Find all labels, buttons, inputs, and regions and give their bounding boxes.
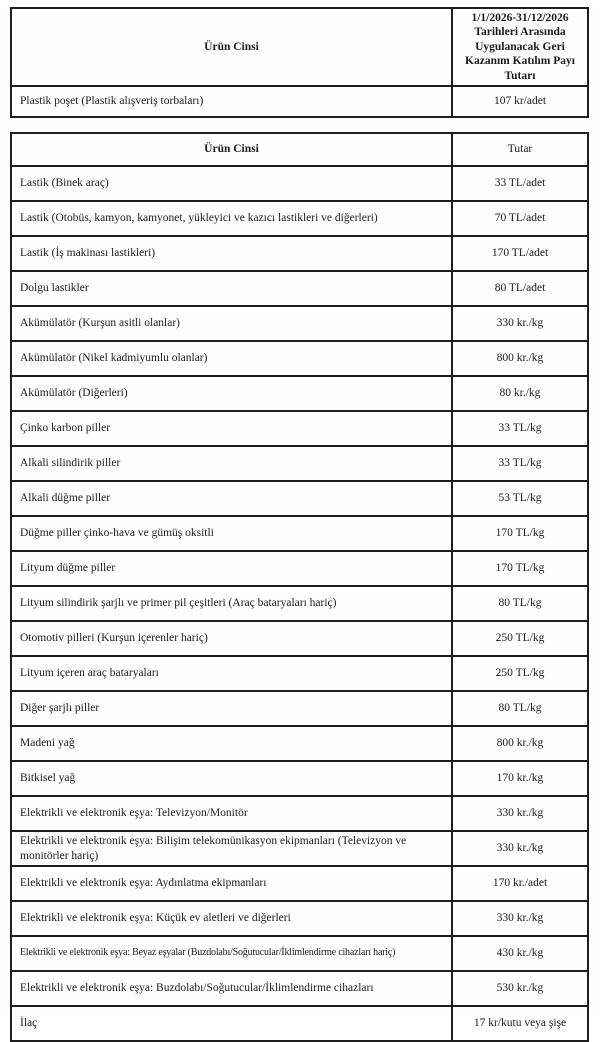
amount-cell: 107 kr/adet xyxy=(452,86,588,117)
product-cell: Plastik poşet (Plastik alışveriş torbaları) xyxy=(11,86,452,117)
amount-column-header: Tutar xyxy=(452,133,588,166)
product-cell: Otomotiv pilleri (Kurşun içerenler hariç) xyxy=(11,621,452,656)
table-row xyxy=(11,796,588,831)
amount-cell: 170 kr./kg xyxy=(452,761,588,796)
product-cell: Lastik (İş makinası lastikleri) xyxy=(11,236,452,271)
table-row xyxy=(11,726,588,761)
table-row xyxy=(11,551,588,586)
amount-cell: 53 TL/kg xyxy=(452,481,588,516)
amount-cell: 250 TL/kg xyxy=(452,621,588,656)
table-header-row xyxy=(11,133,588,166)
product-cell: Dolgu lastikler xyxy=(11,271,452,306)
amount-cell: 80 kr./kg xyxy=(452,376,588,411)
table-row xyxy=(11,411,588,446)
product-cell: Diğer şarjlı piller xyxy=(11,691,452,726)
product-cell: Elektrikli ve elektronik eşya: Bilişim telekomünikasyon ekipmanları (Televizyon ve monitörler hariç) xyxy=(11,831,452,866)
product-cell: Elektrikli ve elektronik eşya: Televizyon/Monitör xyxy=(11,796,452,831)
amount-cell: 33 TL/adet xyxy=(452,166,588,201)
product-cell: Düğme piller çinko-hava ve gümüş oksitli xyxy=(11,516,452,551)
table-row xyxy=(11,1006,588,1041)
fee-period-column-header: 1/1/2026-31/12/2026 Tarihleri Arasında Uygulanacak Geri Kazanım Katılım Payı Tutarı xyxy=(452,8,588,86)
amount-cell: 80 TL/kg xyxy=(452,691,588,726)
amount-cell: 80 TL/adet xyxy=(452,271,588,306)
table-row xyxy=(11,621,588,656)
table-row xyxy=(11,201,588,236)
table-row xyxy=(11,271,588,306)
amount-cell: 530 kr./kg xyxy=(452,971,588,1006)
table-row xyxy=(11,656,588,691)
product-column-header: Ürün Cinsi xyxy=(11,8,452,86)
product-cell: Elektrikli ve elektronik eşya: Beyaz eşyalar (Buzdolabı/Soğutucular/İklimlendirme cihazları hariç) xyxy=(11,936,452,971)
plastic-bag-fee-table xyxy=(10,7,589,118)
amount-cell: 170 TL/kg xyxy=(452,551,588,586)
table-row xyxy=(11,831,588,866)
amount-cell: 33 TL/kg xyxy=(452,446,588,481)
product-cell: Bitkisel yağ xyxy=(11,761,452,796)
amount-cell: 330 kr./kg xyxy=(452,306,588,341)
table-row xyxy=(11,306,588,341)
product-cell: Lityum içeren araç bataryaları xyxy=(11,656,452,691)
recovery-fee-table xyxy=(10,132,589,1042)
table-header-row xyxy=(11,8,588,86)
table-row xyxy=(11,691,588,726)
product-cell: Elektrikli ve elektronik eşya: Aydınlatma ekipmanları xyxy=(11,866,452,901)
table-row xyxy=(11,866,588,901)
amount-cell: 170 TL/kg xyxy=(452,516,588,551)
amount-cell: 330 kr./kg xyxy=(452,901,588,936)
amount-cell: 330 kr./kg xyxy=(452,831,588,866)
amount-cell: 430 kr./kg xyxy=(452,936,588,971)
product-cell: Madeni yağ xyxy=(11,726,452,761)
table-row xyxy=(11,236,588,271)
table-row xyxy=(11,86,588,117)
amount-cell: 80 TL/kg xyxy=(452,586,588,621)
product-cell: İlaç xyxy=(11,1006,452,1041)
product-cell: Akümülatör (Kurşun asitli olanlar) xyxy=(11,306,452,341)
table-row xyxy=(11,586,588,621)
amount-cell: 170 kr./adet xyxy=(452,866,588,901)
table-row xyxy=(11,446,588,481)
table-row xyxy=(11,936,588,971)
amount-cell: 170 TL/adet xyxy=(452,236,588,271)
amount-cell: 330 kr./kg xyxy=(452,796,588,831)
product-cell: Lityum düğme piller xyxy=(11,551,452,586)
product-cell: Lityum silindirik şarjlı ve primer pil çeşitleri (Araç bataryaları hariç) xyxy=(11,586,452,621)
scanned-document-page xyxy=(0,7,600,1030)
table-row xyxy=(11,971,588,1006)
table-row xyxy=(11,376,588,411)
product-cell: Elektrikli ve elektronik eşya: Buzdolabı/Soğutucular/İklimlendirme cihazları xyxy=(11,971,452,1006)
amount-cell: 800 kr./kg xyxy=(452,726,588,761)
amount-cell: 800 kr./kg xyxy=(452,341,588,376)
amount-cell: 250 TL/kg xyxy=(452,656,588,691)
product-cell: Alkali silindirik piller xyxy=(11,446,452,481)
product-column-header: Ürün Cinsi xyxy=(11,133,452,166)
product-cell: Lastik (Binek araç) xyxy=(11,166,452,201)
product-cell: Elektrikli ve elektronik eşya: Küçük ev aletleri ve diğerleri xyxy=(11,901,452,936)
amount-cell: 17 kr/kutu veya şişe xyxy=(452,1006,588,1041)
product-cell: Lastik (Otobüs, kamyon, kamyonet, yükleyici ve kazıcı lastikleri ve diğerleri) xyxy=(11,201,452,236)
table-row xyxy=(11,166,588,201)
amount-cell: 70 TL/adet xyxy=(452,201,588,236)
product-cell: Alkali düğme piller xyxy=(11,481,452,516)
product-cell: Akümülatör (Diğerleri) xyxy=(11,376,452,411)
product-cell: Akümülatör (Nikel kadmiyumlu olanlar) xyxy=(11,341,452,376)
table-row xyxy=(11,516,588,551)
product-cell: Çinko karbon piller xyxy=(11,411,452,446)
table-row xyxy=(11,761,588,796)
table-row xyxy=(11,901,588,936)
table-row xyxy=(11,481,588,516)
table-row xyxy=(11,341,588,376)
amount-cell: 33 TL/kg xyxy=(452,411,588,446)
